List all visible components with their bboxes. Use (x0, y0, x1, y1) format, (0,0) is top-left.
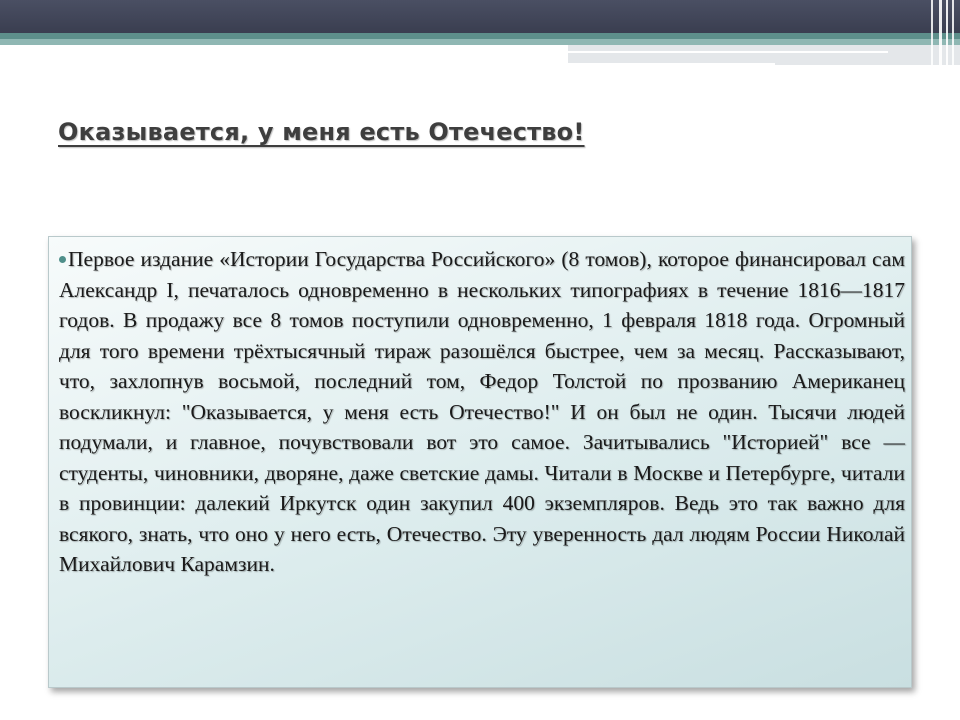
slide-title: Оказывается, у меня есть Отечество! (58, 118, 585, 146)
header-vertical-bar (952, 0, 954, 80)
header-tab-line (568, 51, 888, 53)
header-band (0, 0, 960, 33)
header-vertical-bar (931, 0, 933, 80)
header-vertical-bar (939, 0, 942, 80)
header-vertical-bar (946, 0, 948, 80)
content-box (48, 236, 912, 688)
body-paragraph (59, 244, 905, 580)
header-tab (568, 45, 960, 63)
bullet-dot-icon (59, 256, 66, 263)
body-text: Первое издание «Истории Государства Российского» (8 томов), которое финансировал сам Александр I, печаталось одновременно в нескольких типографиях в течение 1816—1817 годов. В продажу все 8 томов поступили одновременно, 1 февраля 1818 года. Огромный для того времени трёхтысячный тираж разошёлся быстрее, чем за месяц. Рассказывают, что, захлопнув восьмой, последний том, Федор Толстой по прозванию Американец воскликнул: "Оказывается, у меня есть Отечество!" И он был не один. Тысячи людей подумали, и главное, почувствовали вот это самое. Зачитывались "Историей" все — студенты, чиновники, дворяне, даже светские дамы. Читали в Москве и Петербурге, читали в провинции: далекий Иркутск один закупил 400 экземпляров. Ведь это так важно для всякого, знать, что оно у него есть, Отечество. Эту уверенность дал людям России Николай Михайлович Карамзин. (59, 247, 905, 576)
